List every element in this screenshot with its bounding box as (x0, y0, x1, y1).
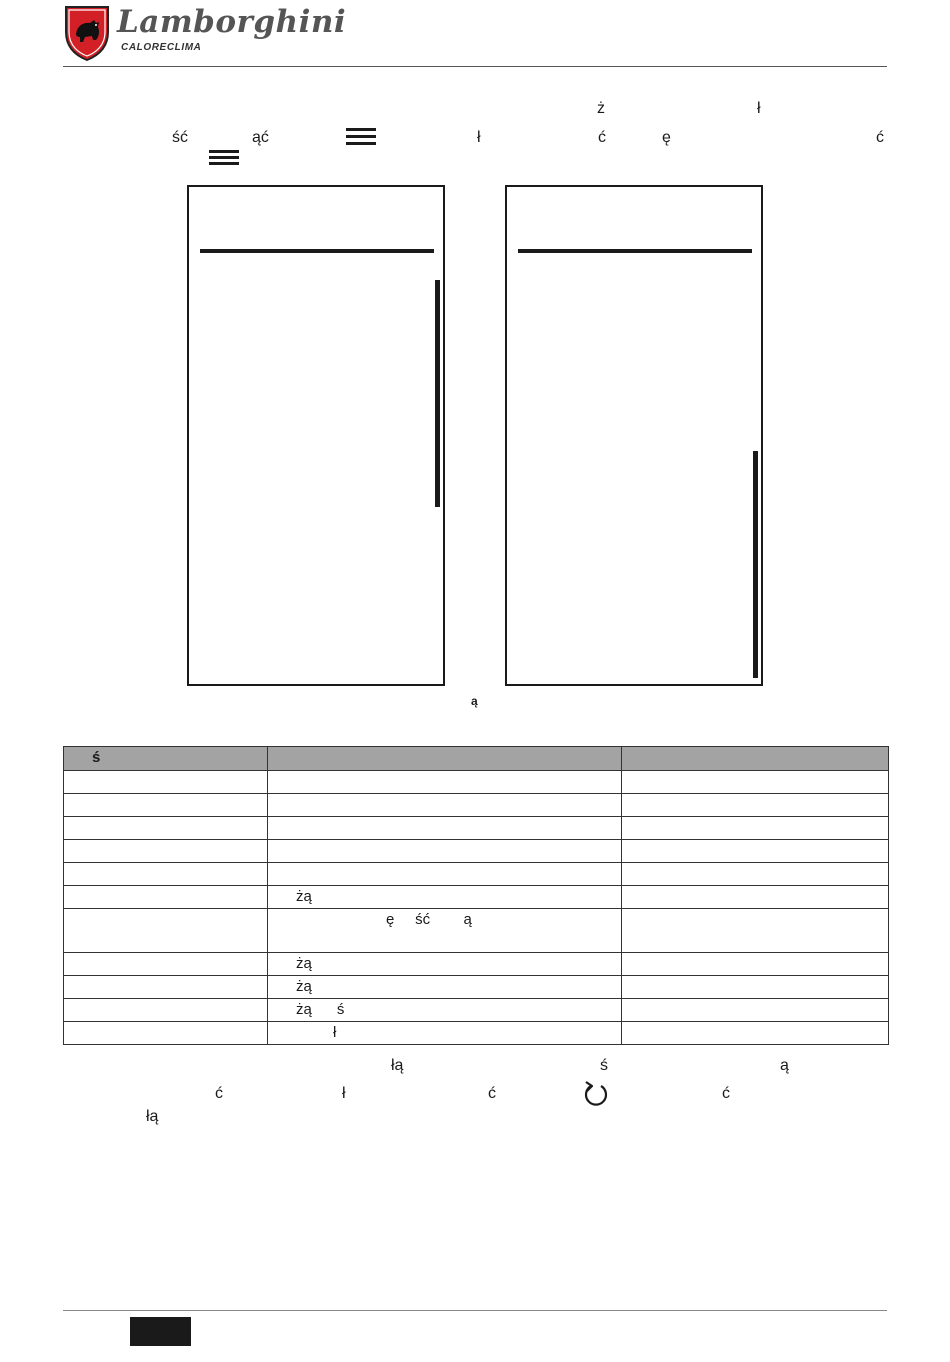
intro-fragment: ł (477, 129, 481, 146)
table-row (64, 794, 889, 817)
table-cell: żą (268, 886, 622, 909)
column-header: ś (64, 747, 268, 771)
column-header (268, 747, 622, 771)
table-cell (622, 771, 889, 794)
table-cell (622, 863, 889, 886)
table-cell (64, 909, 268, 953)
note-fragment: ć (215, 1085, 223, 1102)
display-screen-right (505, 185, 763, 686)
table-row (64, 999, 889, 1022)
table-row (64, 817, 889, 840)
brand-subtitle: CALORECLIMA (121, 42, 202, 53)
table-cell (64, 863, 268, 886)
intro-fragment: ę (662, 129, 671, 146)
refresh-icon (582, 1079, 610, 1109)
lamborghini-shield-logo (63, 4, 111, 62)
intro-fragment: ąć (252, 129, 269, 146)
table-cell: ł (268, 1022, 622, 1045)
table-cell: żą (268, 953, 622, 976)
note-fragment: łą (146, 1108, 159, 1125)
scrollbar[interactable] (435, 280, 440, 507)
table-cell (622, 909, 889, 953)
table-cell (64, 999, 268, 1022)
parameter-table (63, 746, 889, 1045)
menu-hamburger-icon (209, 150, 239, 168)
table-row (64, 976, 889, 999)
table-cell: żą ś (268, 999, 622, 1022)
table-cell (268, 840, 622, 863)
table-row (64, 886, 889, 909)
table-cell (622, 817, 889, 840)
table-cell (64, 976, 268, 999)
table-cell (622, 999, 889, 1022)
footer-divider (63, 1310, 887, 1311)
page-number-tab (130, 1317, 191, 1346)
table-cell (622, 794, 889, 817)
table-cell: żą (268, 976, 622, 999)
intro-fragment: ść (172, 129, 188, 146)
note-fragment: ł (342, 1085, 346, 1102)
intro-fragment: ć (876, 129, 884, 146)
table-row (64, 1022, 889, 1045)
table-cell (268, 863, 622, 886)
note-fragment: ć (488, 1085, 496, 1102)
scrollbar[interactable] (753, 451, 758, 678)
table-cell (622, 953, 889, 976)
screen-title-divider (518, 249, 752, 253)
table-header-row (64, 747, 889, 771)
note-fragment: ą (780, 1057, 789, 1074)
table-cell (64, 886, 268, 909)
table-cell: ę ść ą (268, 909, 622, 953)
intro-fragment: ł (757, 100, 761, 117)
table-cell (622, 840, 889, 863)
header-divider (63, 66, 887, 67)
note-fragment: ś (600, 1057, 608, 1074)
display-screen-left (187, 185, 445, 686)
menu-hamburger-icon (346, 128, 376, 146)
intro-fragment: ć (598, 129, 606, 146)
table-cell (64, 817, 268, 840)
note-fragment: łą (391, 1057, 404, 1074)
column-header (622, 747, 889, 771)
table-cell (268, 771, 622, 794)
brand-name: Lamborghini (117, 4, 347, 40)
intro-fragment: ż (597, 100, 605, 117)
table-cell (64, 794, 268, 817)
table-row (64, 771, 889, 794)
table-cell (64, 953, 268, 976)
figure-caption: ą (471, 694, 478, 708)
table-cell (622, 1022, 889, 1045)
table-row (64, 953, 889, 976)
table-row (64, 863, 889, 886)
table-cell (622, 886, 889, 909)
screen-title-divider (200, 249, 434, 253)
table-cell (64, 840, 268, 863)
table-cell (64, 771, 268, 794)
table-cell (64, 1022, 268, 1045)
table-cell (268, 794, 622, 817)
table-row (64, 840, 889, 863)
table-cell (622, 976, 889, 999)
note-fragment: ć (722, 1085, 730, 1102)
table-cell (268, 817, 622, 840)
table-row (64, 909, 889, 953)
